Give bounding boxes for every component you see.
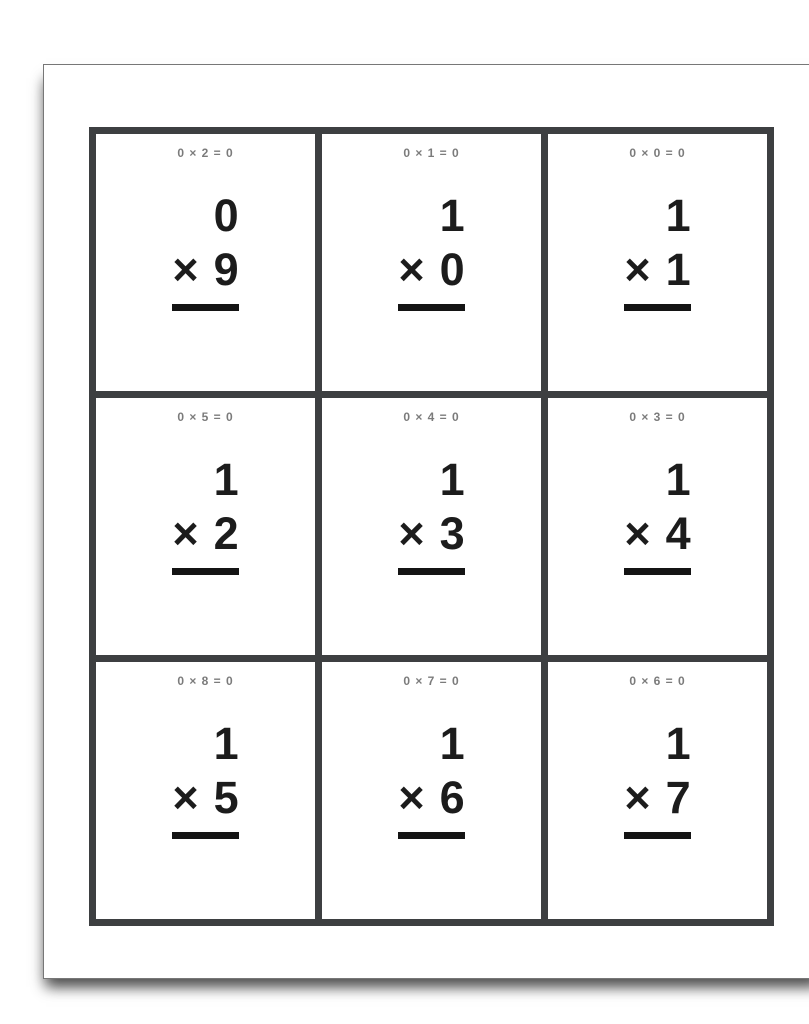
top-operand: 1 bbox=[665, 190, 691, 241]
multiply-icon: × bbox=[624, 244, 651, 295]
answer-hint: 0 × 4 = 0 bbox=[403, 410, 460, 424]
multiply-icon: × bbox=[624, 772, 651, 823]
answer-line bbox=[172, 568, 238, 575]
multiplication-problem bbox=[396, 190, 466, 311]
multiply-icon: × bbox=[398, 244, 425, 295]
answer-line bbox=[624, 304, 690, 311]
multiply-icon: × bbox=[172, 772, 199, 823]
flashcard-grid bbox=[89, 127, 774, 926]
bottom-operand: 3 bbox=[439, 508, 465, 559]
top-operand: 1 bbox=[665, 454, 691, 505]
top-operand: 0 bbox=[213, 190, 239, 241]
multiply-icon: × bbox=[624, 508, 651, 559]
answer-hint: 0 × 2 = 0 bbox=[177, 146, 234, 160]
top-operand: 1 bbox=[439, 718, 465, 769]
flashcard bbox=[322, 134, 541, 391]
bottom-operand: 5 bbox=[213, 772, 239, 823]
answer-hint: 0 × 3 = 0 bbox=[629, 410, 686, 424]
multiply-icon: × bbox=[398, 508, 425, 559]
multiplication-problem bbox=[170, 454, 240, 575]
multiply-icon: × bbox=[398, 772, 425, 823]
multiplication-problem bbox=[170, 190, 240, 311]
flashcard bbox=[548, 662, 767, 919]
multiply-icon: × bbox=[172, 244, 199, 295]
flashcard bbox=[322, 398, 541, 655]
answer-line bbox=[398, 832, 464, 839]
answer-hint: 0 × 6 = 0 bbox=[629, 674, 686, 688]
multiplication-problem bbox=[622, 454, 692, 575]
flashcard bbox=[96, 662, 315, 919]
bottom-operand: 2 bbox=[213, 508, 239, 559]
flashcard bbox=[322, 662, 541, 919]
multiplication-problem bbox=[622, 190, 692, 311]
flashcard bbox=[96, 134, 315, 391]
answer-line bbox=[398, 304, 464, 311]
top-operand: 1 bbox=[439, 190, 465, 241]
bottom-operand: 6 bbox=[439, 772, 465, 823]
top-operand: 1 bbox=[213, 718, 239, 769]
top-operand: 1 bbox=[213, 454, 239, 505]
flashcard bbox=[548, 134, 767, 391]
multiplication-problem bbox=[396, 454, 466, 575]
worksheet-page bbox=[43, 64, 809, 979]
top-operand: 1 bbox=[439, 454, 465, 505]
answer-hint: 0 × 5 = 0 bbox=[177, 410, 234, 424]
answer-line bbox=[624, 568, 690, 575]
bottom-operand: 9 bbox=[213, 244, 239, 295]
flashcard bbox=[96, 398, 315, 655]
bottom-operand: 1 bbox=[665, 244, 691, 295]
bottom-operand: 0 bbox=[439, 244, 465, 295]
answer-line bbox=[172, 304, 238, 311]
answer-hint: 0 × 1 = 0 bbox=[403, 146, 460, 160]
flashcard bbox=[548, 398, 767, 655]
answer-hint: 0 × 8 = 0 bbox=[177, 674, 234, 688]
bottom-operand: 4 bbox=[665, 508, 691, 559]
answer-hint: 0 × 0 = 0 bbox=[629, 146, 686, 160]
bottom-operand: 7 bbox=[665, 772, 691, 823]
answer-line bbox=[172, 832, 238, 839]
top-operand: 1 bbox=[665, 718, 691, 769]
multiplication-problem bbox=[622, 718, 692, 839]
multiplication-problem bbox=[396, 718, 466, 839]
multiply-icon: × bbox=[172, 508, 199, 559]
multiplication-problem bbox=[170, 718, 240, 839]
answer-line bbox=[624, 832, 690, 839]
answer-hint: 0 × 7 = 0 bbox=[403, 674, 460, 688]
answer-line bbox=[398, 568, 464, 575]
